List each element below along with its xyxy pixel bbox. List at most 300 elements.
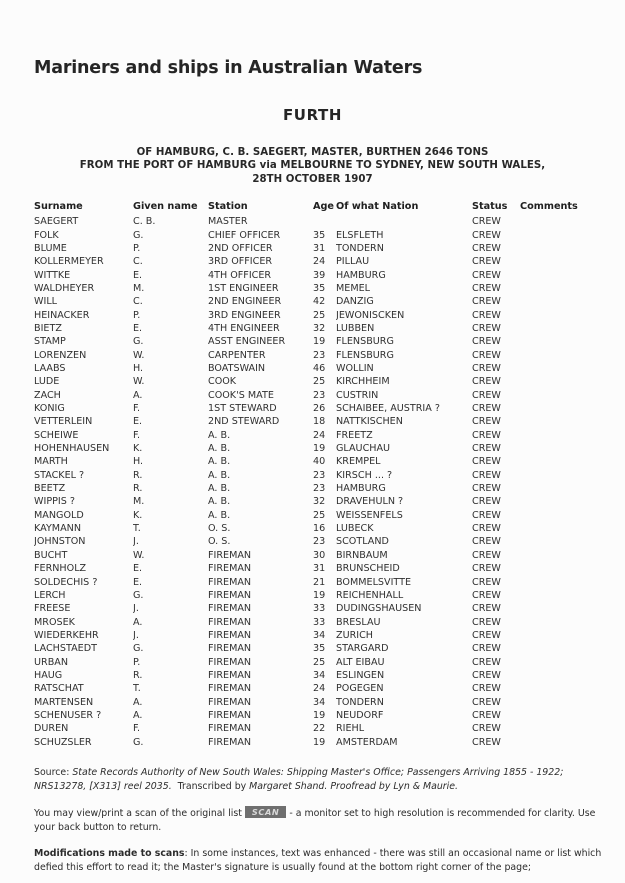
cell-age: 30 (313, 549, 326, 561)
cell-status: CREW (472, 656, 501, 668)
cell-comments (520, 242, 591, 255)
cell-nation: SCHAIBEE, AUSTRIA ? (336, 403, 440, 415)
cell-comments (520, 549, 591, 562)
cell-surname: WITTKE (34, 269, 71, 281)
table-row (34, 429, 591, 442)
cell-nation (336, 215, 472, 228)
cell-comments (520, 402, 591, 415)
table-row (34, 669, 591, 682)
cell-comments (520, 589, 591, 602)
cell-status: CREW (472, 469, 501, 481)
cell-given-name: A. (133, 389, 143, 401)
cell-comments (520, 669, 591, 682)
cell-status: CREW (472, 389, 501, 401)
cell-nation: NATTKISCHEN (336, 416, 403, 428)
cell-surname: WIEDERKEHR (34, 629, 99, 641)
cell-surname: WIPPIS ? (34, 496, 75, 508)
cell-given-name: R. (133, 669, 143, 681)
cell-comments (520, 535, 591, 548)
cell-comments (520, 696, 591, 709)
cell-given-name: M. (133, 282, 145, 294)
cell-nation: TONDERN (336, 696, 384, 708)
cell-status: CREW (472, 709, 501, 721)
cell-station: A. B. (208, 496, 231, 508)
cell-status: CREW (472, 643, 501, 655)
cell-comments (520, 509, 591, 522)
cell-status: CREW (472, 216, 501, 228)
cell-age: 31 (313, 563, 326, 575)
table-row (34, 335, 591, 348)
cell-surname: KAYMANN (34, 523, 81, 535)
scan-text-before: You may view/print a scan of the original list (34, 808, 245, 820)
cell-status: CREW (472, 683, 501, 695)
cell-given-name: R. (133, 469, 143, 481)
cell-surname: FREESE (34, 603, 71, 615)
cell-station: CARPENTER (208, 349, 266, 361)
cell-given-name: J. (133, 536, 139, 548)
cell-given-name: C. B. (133, 216, 156, 228)
cell-comments (520, 562, 591, 575)
cell-surname: LAABS (34, 363, 66, 374)
cell-surname: FOLK (34, 229, 59, 241)
cell-comments (520, 442, 591, 455)
cell-surname: MROSEK (34, 616, 75, 628)
modifications-text: : In some instances, text was enhanced - there was still an occasional name or list which defied this effort to read it; the Master's signature is usually found at the bottom right corner of the page; (34, 848, 602, 873)
cell-given-name: E. (133, 416, 143, 428)
cell-given-name: G. (133, 589, 144, 601)
cell-age: 23 (313, 389, 326, 401)
modifications-label: Modifications made to scans (34, 848, 185, 860)
cell-status: CREW (472, 242, 501, 254)
table-row (34, 242, 591, 255)
cell-nation: FLENSBURG (336, 349, 394, 361)
cell-status: CREW (472, 349, 501, 361)
cell-station: A. B. (208, 469, 231, 481)
cell-age (313, 215, 336, 228)
cell-nation: BOMMELSVITTE (336, 576, 412, 588)
cell-nation: BRESLAU (336, 616, 381, 628)
cell-surname: DUREN (34, 723, 69, 735)
cell-surname: SCHUZSLER (34, 736, 92, 748)
source-label: Source: (34, 767, 73, 778)
cell-age: 42 (313, 296, 326, 308)
cell-nation: ALT EIBAU (336, 656, 385, 668)
table-row (34, 389, 591, 402)
cell-given-name: A. (133, 709, 143, 721)
table-row (34, 642, 591, 655)
cell-nation: ELSFLETH (336, 229, 384, 241)
table-row (34, 309, 591, 322)
cell-given-name: K. (133, 443, 143, 455)
table-row (34, 562, 591, 575)
crew-list-table (34, 201, 591, 749)
cell-nation: CUSTRIN (336, 389, 379, 401)
cell-station: A. B. (208, 483, 231, 495)
cell-surname: LERCH (34, 589, 66, 601)
cell-station: FIREMAN (208, 563, 252, 575)
table-row (34, 349, 591, 362)
cell-nation: FLENSBURG (336, 336, 394, 348)
cell-given-name: E. (133, 576, 143, 588)
cell-status: CREW (472, 309, 501, 321)
table-row (34, 576, 591, 589)
cell-surname: VETTERLEIN (34, 416, 93, 428)
cell-comments (520, 322, 591, 335)
table-row (34, 215, 591, 228)
cell-comments (520, 295, 591, 308)
cell-comments (520, 469, 591, 482)
cell-status: CREW (472, 403, 501, 415)
cell-comments (520, 349, 591, 362)
table-row (34, 442, 591, 455)
scan-text-after: - a monitor set to high resolution is recommended for clarity. Use your back button to return. (34, 808, 596, 833)
cell-surname: HAUG (34, 669, 63, 681)
cell-age: 19 (313, 736, 326, 748)
cell-age: 23 (313, 483, 326, 495)
column-header-given-name: Given name (133, 201, 198, 213)
cell-station: FIREMAN (208, 643, 252, 655)
cell-station: 2ND OFFICER (208, 242, 273, 254)
cell-comments (520, 429, 591, 442)
voyage-details (34, 124, 591, 186)
cell-given-name: P. (133, 309, 141, 321)
cell-age: 24 (313, 256, 326, 268)
cell-age: 25 (313, 656, 326, 668)
cell-age: 19 (313, 589, 326, 601)
source-citation (34, 766, 605, 793)
cell-surname: WILL (34, 296, 58, 308)
cell-surname: SCHENUSER ? (34, 709, 102, 721)
cell-nation: REICHENHALL (336, 589, 404, 601)
table-row (34, 682, 591, 695)
cell-station: FIREMAN (208, 616, 252, 628)
cell-nation: KIRCHHEIM (336, 376, 390, 388)
cell-surname: STACKEL ? (34, 469, 85, 481)
cell-comments (520, 455, 591, 468)
cell-nation: TONDERN (336, 242, 384, 254)
source-text: State Records Authority of New South Wales: Shipping Master's Office; Passengers Arriving 1855 - 1922; NRS13278, [X313] reel 2035. (34, 767, 564, 792)
table-row (34, 362, 591, 375)
cell-comments (520, 375, 591, 388)
cell-nation: KIRSCH ... ? (336, 469, 393, 481)
cell-status: CREW (472, 629, 501, 641)
cell-age: 25 (313, 309, 326, 321)
cell-surname: KONIG (34, 403, 65, 415)
cell-age: 34 (313, 669, 326, 681)
cell-age: 33 (313, 616, 326, 628)
table-row (34, 696, 591, 709)
cell-station: FIREMAN (208, 669, 252, 681)
cell-age: 23 (313, 469, 326, 481)
cell-given-name: J. (133, 629, 139, 641)
cell-surname: WALDHEYER (34, 282, 95, 294)
cell-surname: HOHENHAUSEN (34, 443, 110, 455)
modifications-note (34, 847, 605, 874)
cell-status: CREW (472, 523, 501, 535)
cell-nation: HAMBURG (336, 269, 386, 281)
cell-nation: LUBBEN (336, 322, 375, 334)
cell-comments (520, 736, 591, 749)
cell-age: 32 (313, 322, 326, 334)
cell-given-name: W. (133, 549, 145, 561)
table-row (34, 375, 591, 388)
cell-given-name: E. (133, 322, 143, 334)
cell-nation: MEMEL (336, 282, 371, 294)
cell-comments (520, 629, 591, 642)
cell-age: 40 (313, 456, 326, 468)
cell-nation: DUDINGSHAUSEN (336, 603, 422, 615)
cell-station: FIREMAN (208, 656, 252, 668)
cell-station: CHIEF OFFICER (208, 229, 281, 241)
cell-status: CREW (472, 336, 501, 348)
table-row (34, 229, 591, 242)
cell-status: CREW (472, 616, 501, 628)
cell-station: 2ND STEWARD (208, 416, 280, 428)
cell-given-name: F. (133, 403, 141, 415)
cell-surname: SCHEIWE (34, 429, 79, 441)
cell-station: ASST ENGINEER (208, 336, 286, 348)
voyage-line-1: OF HAMBURG, C. B. SAEGERT, MASTER, BURTHEN 2646 TONS (136, 147, 489, 158)
table-row (34, 402, 591, 415)
cell-nation: DRAVEHULN ? (336, 496, 404, 508)
cell-comments (520, 335, 591, 348)
column-header-comments: Comments (520, 201, 578, 213)
cell-status: CREW (472, 443, 501, 455)
table-row (34, 295, 591, 308)
cell-comments (520, 709, 591, 722)
cell-given-name: T. (133, 683, 141, 695)
table-row (34, 269, 591, 282)
cell-comments (520, 616, 591, 629)
cell-given-name: C. (133, 296, 143, 308)
cell-comments (520, 215, 591, 228)
cell-age: 35 (313, 282, 326, 294)
table-row (34, 589, 591, 602)
cell-comments (520, 309, 591, 322)
cell-nation: ZURICH (336, 629, 374, 641)
cell-station: A. B. (208, 509, 231, 521)
cell-comments (520, 255, 591, 268)
cell-station: COOK (208, 376, 237, 388)
cell-status: CREW (472, 429, 501, 441)
footer (34, 766, 605, 875)
cell-given-name: K. (133, 509, 143, 521)
table-row (34, 602, 591, 615)
cell-station: O. S. (208, 536, 231, 548)
cell-status: CREW (472, 296, 501, 308)
cell-nation: PILLAU (336, 256, 370, 268)
cell-age: 22 (313, 723, 326, 735)
cell-nation: BIRNBAUM (336, 549, 388, 561)
cell-comments (520, 522, 591, 535)
cell-surname: BUCHT (34, 549, 68, 561)
cell-nation: KREMPEL (336, 456, 381, 468)
cell-status: CREW (472, 256, 501, 268)
cell-surname: LUDE (34, 376, 60, 388)
cell-age: 32 (313, 496, 326, 508)
cell-nation: SCOTLAND (336, 536, 389, 548)
cell-station: FIREMAN (208, 736, 252, 748)
cell-surname: ZACH (34, 389, 61, 401)
voyage-line-2: FROM THE PORT OF HAMBURG via MELBOURNE TO SYDNEY, NEW SOUTH WALES, (79, 160, 546, 172)
cell-comments (520, 229, 591, 242)
cell-surname: SAEGERT (34, 216, 79, 228)
column-header-station: Station (208, 201, 248, 213)
cell-surname: SOLDECHIS ? (34, 576, 98, 588)
table-row (34, 509, 591, 522)
cell-station: COOK'S MATE (208, 389, 274, 401)
cell-comments (520, 362, 591, 375)
cell-station: FIREMAN (208, 709, 252, 721)
cell-nation: GLAUCHAU (336, 443, 391, 455)
column-header-surname: Surname (34, 201, 83, 213)
cell-station: BOATSWAIN (208, 363, 266, 374)
cell-nation: WEISSENFELS (336, 509, 403, 521)
cell-status: CREW (472, 696, 501, 708)
cell-comments (520, 722, 591, 735)
cell-status: CREW (472, 509, 501, 521)
cell-age: 25 (313, 376, 326, 388)
cell-station: A. B. (208, 443, 231, 455)
cell-station: A. B. (208, 456, 231, 468)
cell-station: FIREMAN (208, 576, 252, 588)
column-header-nation: Of what Nation (336, 201, 419, 213)
cell-station: FIREMAN (208, 549, 252, 561)
cell-nation: POGEGEN (336, 683, 384, 695)
table-row (34, 282, 591, 295)
cell-station: 1ST ENGINEER (208, 282, 279, 294)
cell-status: CREW (472, 603, 501, 615)
cell-given-name: J. (133, 603, 139, 615)
cell-age: 23 (313, 349, 326, 361)
cell-station: 4TH OFFICER (208, 269, 272, 281)
cell-given-name: E. (133, 563, 143, 575)
cell-given-name: W. (133, 376, 145, 388)
cell-given-name: P. (133, 242, 141, 254)
cell-age: 21 (313, 576, 326, 588)
cell-given-name: M. (133, 496, 145, 508)
cell-age: 34 (313, 629, 326, 641)
cell-status: CREW (472, 363, 501, 374)
cell-nation: AMSTERDAM (336, 736, 398, 748)
cell-surname: BLUME (34, 242, 67, 254)
crew-table-body (34, 215, 591, 749)
cell-station: A. B. (208, 429, 231, 441)
cell-given-name: C. (133, 256, 143, 268)
cell-surname: FERNHOLZ (34, 563, 87, 575)
cell-surname: JOHNSTON (34, 536, 86, 548)
cell-station: 3RD ENGINEER (208, 309, 281, 321)
cell-status: CREW (472, 322, 501, 334)
cell-given-name: F. (133, 723, 141, 735)
cell-comments (520, 415, 591, 428)
cell-station: MASTER (208, 216, 248, 228)
cell-given-name: T. (133, 523, 141, 535)
cell-nation: FREETZ (336, 429, 373, 441)
cell-age: 24 (313, 683, 326, 695)
cell-comments (520, 576, 591, 589)
cell-status: CREW (472, 496, 501, 508)
cell-status: CREW (472, 669, 501, 681)
cell-station: 3RD OFFICER (208, 256, 273, 268)
cell-given-name: R. (133, 483, 143, 495)
cell-given-name: W. (133, 349, 145, 361)
cell-given-name: G. (133, 229, 144, 241)
cell-surname: URBAN (34, 656, 69, 668)
cell-status: CREW (472, 483, 501, 495)
cell-status: CREW (472, 269, 501, 281)
cell-surname: RATSCHAT (34, 683, 84, 695)
cell-given-name: F. (133, 429, 141, 441)
cell-station: FIREMAN (208, 603, 252, 615)
cell-age: 26 (313, 403, 326, 415)
cell-given-name: G. (133, 736, 144, 748)
cell-comments (520, 269, 591, 282)
cell-status: CREW (472, 416, 501, 428)
cell-nation: ESLINGEN (336, 669, 385, 681)
cell-age: 18 (313, 416, 326, 428)
cell-age: 33 (313, 603, 326, 615)
cell-station: FIREMAN (208, 696, 252, 708)
cell-given-name: H. (133, 456, 144, 468)
table-row (34, 722, 591, 735)
table-row (34, 629, 591, 642)
cell-age: 35 (313, 229, 326, 241)
cell-age: 31 (313, 242, 326, 254)
table-row (34, 322, 591, 335)
table-row (34, 495, 591, 508)
table-row (34, 736, 591, 749)
cell-status: CREW (472, 736, 501, 748)
cell-nation: RIEHL (336, 723, 365, 735)
cell-status: CREW (472, 376, 501, 388)
cell-age: 19 (313, 443, 326, 455)
table-row (34, 455, 591, 468)
table-row (34, 616, 591, 629)
cell-status: CREW (472, 576, 501, 588)
table-row (34, 469, 591, 482)
cell-nation: BRUNSCHEID (336, 563, 400, 575)
page-title: Mariners and ships in Australian Waters (34, 58, 423, 78)
cell-station: FIREMAN (208, 683, 252, 695)
cell-surname: MARTENSEN (34, 696, 94, 708)
cell-nation: NEUDORF (336, 709, 384, 721)
cell-given-name: G. (133, 643, 144, 655)
scan-button[interactable]: SCAN (245, 806, 287, 818)
cell-station: 1ST STEWARD (208, 403, 277, 415)
cell-comments (520, 656, 591, 669)
cell-status: CREW (472, 549, 501, 561)
table-row (34, 656, 591, 669)
cell-age: 23 (313, 536, 326, 548)
table-row (34, 535, 591, 548)
cell-comments (520, 642, 591, 655)
ship-name-heading: FURTH (282, 106, 343, 124)
cell-nation: WOLLIN (336, 363, 374, 374)
cell-nation: LUBECK (336, 523, 374, 535)
table-row (34, 255, 591, 268)
cell-status: CREW (472, 723, 501, 735)
cell-comments (520, 602, 591, 615)
cell-surname: LACHSTAEDT (34, 643, 97, 655)
cell-status: CREW (472, 589, 501, 601)
cell-surname: LORENZEN (34, 349, 87, 361)
transcribed-text: Margaret Shand. Proofread by Lyn & Maurie. (249, 780, 459, 792)
cell-age: 35 (313, 643, 326, 655)
cell-station: O. S. (208, 523, 231, 535)
cell-status: CREW (472, 536, 501, 548)
table-row (34, 415, 591, 428)
